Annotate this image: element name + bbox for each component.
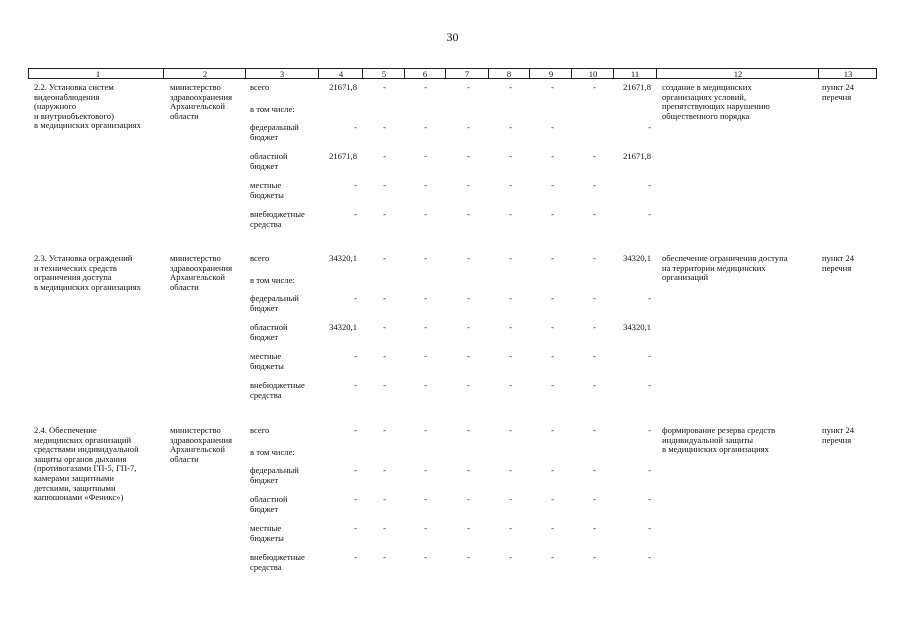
funding-value: - bbox=[509, 122, 512, 132]
funding-source: областной bbox=[250, 322, 288, 332]
result-line: формирование резерва средств bbox=[662, 425, 776, 435]
funding-value: - bbox=[383, 253, 386, 263]
funding-value: - bbox=[424, 209, 427, 219]
funding-value: - bbox=[467, 552, 470, 562]
measure-line: в медицинских организациях bbox=[34, 281, 141, 292]
funding-source: бюджет bbox=[250, 474, 279, 485]
funding-value: - bbox=[467, 122, 470, 132]
funding-value: - bbox=[551, 209, 554, 219]
basis-line: пункт 24 bbox=[822, 425, 855, 435]
funding-value: - bbox=[509, 523, 512, 533]
funding-value: - bbox=[551, 122, 554, 132]
funding-value: - bbox=[551, 82, 554, 92]
funding-value: - bbox=[593, 380, 596, 390]
funding-value: - bbox=[551, 552, 554, 562]
funding-value: - bbox=[424, 494, 427, 504]
funding-value: - bbox=[424, 293, 427, 303]
funding-value: - bbox=[551, 253, 554, 263]
page-number: 30 bbox=[446, 30, 459, 44]
measure-line: и внутриобъектового) bbox=[34, 110, 114, 121]
measure-line: капюшонами «Феникс») bbox=[34, 492, 124, 503]
header-col-3: 3 bbox=[279, 69, 285, 79]
funding-value: - bbox=[593, 180, 596, 190]
funding-source: средства bbox=[250, 561, 282, 572]
funding-value: - bbox=[383, 122, 386, 132]
funding-value: 21671,8 bbox=[329, 82, 357, 92]
measure-line: в медицинских организациях bbox=[34, 120, 141, 131]
funding-value: - bbox=[593, 151, 596, 161]
funding-source: внебюджетные bbox=[250, 552, 305, 562]
funding-value: - bbox=[648, 380, 651, 390]
header-col-13: 13 bbox=[843, 69, 853, 79]
funding-value: - bbox=[551, 293, 554, 303]
funding-value: - bbox=[593, 465, 596, 475]
funding-value: - bbox=[551, 425, 554, 435]
funding-source: федеральный bbox=[250, 293, 299, 303]
funding-source: средства bbox=[250, 389, 282, 400]
funding-source: бюджет bbox=[250, 331, 279, 342]
executor-line: области bbox=[170, 110, 199, 121]
funding-value: 34320,1 bbox=[329, 322, 357, 332]
funding-value: - bbox=[467, 351, 470, 361]
funding-value: - bbox=[383, 82, 386, 92]
funding-value: - bbox=[648, 494, 651, 504]
funding-value: - bbox=[593, 82, 596, 92]
header-col-1: 1 bbox=[95, 69, 101, 79]
funding-source: всего bbox=[250, 82, 270, 92]
funding-value: - bbox=[648, 180, 651, 190]
funding-value: - bbox=[467, 253, 470, 263]
funding-value: - bbox=[551, 322, 554, 332]
funding-value: - bbox=[551, 465, 554, 475]
funding-value: - bbox=[593, 293, 596, 303]
funding-source: бюджеты bbox=[250, 360, 284, 371]
funding-value: - bbox=[424, 552, 427, 562]
measure-line: средствами индивидуальной bbox=[34, 444, 139, 455]
funding-value: - bbox=[509, 180, 512, 190]
funding-source: в том числе: bbox=[250, 104, 295, 114]
funding-value: - bbox=[383, 465, 386, 475]
basis-line: перечня bbox=[822, 262, 852, 273]
result-line: обеспечение ограничения доступа bbox=[662, 253, 788, 263]
funding-value: - bbox=[467, 425, 470, 435]
measure-line: 2.4. Обеспечение bbox=[34, 425, 97, 435]
executor-line: Архангельской bbox=[170, 444, 225, 455]
executor-line: области bbox=[170, 453, 199, 464]
funding-source: средства bbox=[250, 218, 282, 229]
measure-line: (наружного bbox=[34, 101, 77, 112]
header-divider bbox=[656, 69, 657, 78]
basis-line: перечня bbox=[822, 91, 852, 102]
funding-value: - bbox=[551, 151, 554, 161]
funding-value: - bbox=[509, 209, 512, 219]
funding-value: - bbox=[424, 151, 427, 161]
funding-value: - bbox=[648, 465, 651, 475]
funding-value: 34320,1 bbox=[623, 322, 651, 332]
measure-line: детскими, защитными bbox=[34, 482, 116, 493]
header-col-5: 5 bbox=[381, 69, 387, 79]
funding-value: - bbox=[424, 122, 427, 132]
funding-source: внебюджетные bbox=[250, 209, 305, 219]
funding-value: - bbox=[551, 351, 554, 361]
header-divider bbox=[245, 69, 246, 78]
funding-value: - bbox=[383, 151, 386, 161]
funding-value: - bbox=[424, 82, 427, 92]
funding-value: - bbox=[354, 180, 357, 190]
funding-value: - bbox=[354, 494, 357, 504]
result-line: организаций bbox=[662, 272, 709, 283]
result-line: общественного порядка bbox=[662, 110, 750, 121]
funding-value: - bbox=[354, 122, 357, 132]
measure-line: 2.3. Установка ограждений bbox=[34, 253, 133, 263]
funding-value: - bbox=[509, 151, 512, 161]
funding-value: - bbox=[424, 380, 427, 390]
funding-value: - bbox=[648, 209, 651, 219]
funding-value: - bbox=[648, 122, 651, 132]
funding-value: - bbox=[551, 494, 554, 504]
header-divider bbox=[362, 69, 363, 78]
measure-line: защиты органов дыхания bbox=[34, 453, 127, 464]
measure-line: видеонаблюдения bbox=[34, 91, 100, 102]
funding-value: - bbox=[648, 425, 651, 435]
funding-value: - bbox=[354, 465, 357, 475]
header-col-12: 12 bbox=[733, 69, 743, 79]
measure-line: (противогазами ГП-5, ГП-7, bbox=[34, 463, 137, 474]
executor-line: здравоохранения bbox=[170, 91, 233, 102]
measure-line: камерами защитными bbox=[34, 473, 114, 483]
funding-value: - bbox=[467, 494, 470, 504]
funding-value: - bbox=[354, 293, 357, 303]
measure-line: 2.2. Установка систем bbox=[34, 82, 114, 92]
basis-line: пункт 24 bbox=[822, 82, 855, 92]
executor-line: министерство bbox=[170, 425, 221, 435]
funding-value: - bbox=[551, 523, 554, 533]
result-line: в медицинских организациях bbox=[662, 444, 769, 455]
funding-value: - bbox=[593, 209, 596, 219]
funding-value: 21671,8 bbox=[329, 151, 357, 161]
funding-value: - bbox=[593, 322, 596, 332]
result-line: индивидуальной защиты bbox=[662, 434, 754, 445]
funding-source: местные bbox=[250, 180, 282, 190]
funding-value: - bbox=[383, 523, 386, 533]
funding-value: - bbox=[467, 82, 470, 92]
funding-value: - bbox=[383, 425, 386, 435]
funding-source: в том числе: bbox=[250, 275, 295, 285]
funding-value: - bbox=[354, 552, 357, 562]
funding-source: бюджет bbox=[250, 131, 279, 142]
table-header-row bbox=[28, 68, 877, 79]
header-divider bbox=[571, 69, 572, 78]
funding-value: 21671,8 bbox=[623, 151, 651, 161]
result-line: организациях условий, bbox=[662, 91, 747, 102]
executor-line: здравоохранения bbox=[170, 434, 233, 445]
header-col-8: 8 bbox=[506, 69, 512, 79]
funding-value: - bbox=[551, 380, 554, 390]
funding-value: - bbox=[467, 209, 470, 219]
measure-line: ограничения доступа bbox=[34, 272, 112, 283]
funding-value: - bbox=[467, 465, 470, 475]
funding-value: - bbox=[354, 351, 357, 361]
funding-source: всего bbox=[250, 253, 270, 263]
funding-value: - bbox=[648, 351, 651, 361]
funding-value: - bbox=[383, 552, 386, 562]
funding-value: - bbox=[648, 523, 651, 533]
funding-value: - bbox=[383, 180, 386, 190]
header-col-2: 2 bbox=[202, 69, 208, 79]
measure-line: и технических средств bbox=[34, 262, 117, 273]
funding-source: областной bbox=[250, 494, 288, 504]
funding-value: - bbox=[509, 253, 512, 263]
funding-value: - bbox=[383, 351, 386, 361]
funding-value: - bbox=[509, 351, 512, 361]
funding-value: - bbox=[509, 380, 512, 390]
funding-value: - bbox=[509, 322, 512, 332]
funding-value: - bbox=[424, 465, 427, 475]
executor-line: здравоохранения bbox=[170, 262, 233, 273]
executor-line: Архангельской bbox=[170, 101, 225, 112]
funding-value: - bbox=[648, 552, 651, 562]
funding-source: бюджет bbox=[250, 160, 279, 171]
funding-value: - bbox=[383, 293, 386, 303]
funding-value: - bbox=[593, 523, 596, 533]
funding-value: - bbox=[467, 293, 470, 303]
basis-line: перечня bbox=[822, 434, 852, 445]
funding-value: - bbox=[593, 253, 596, 263]
funding-source: внебюджетные bbox=[250, 380, 305, 390]
funding-value: - bbox=[383, 209, 386, 219]
header-divider bbox=[818, 69, 819, 78]
header-divider bbox=[163, 69, 164, 78]
executor-line: министерство bbox=[170, 82, 221, 92]
header-divider bbox=[318, 69, 319, 78]
header-divider bbox=[613, 69, 614, 78]
header-col-4: 4 bbox=[338, 69, 344, 79]
funding-value: - bbox=[424, 322, 427, 332]
funding-value: - bbox=[383, 494, 386, 504]
funding-value: - bbox=[424, 425, 427, 435]
result-line: создание в медицинских bbox=[662, 82, 752, 92]
funding-value: - bbox=[551, 180, 554, 190]
funding-value: - bbox=[648, 293, 651, 303]
result-line: на территории медицинских bbox=[662, 262, 766, 273]
funding-value: - bbox=[509, 552, 512, 562]
funding-value: - bbox=[593, 494, 596, 504]
funding-source: бюджеты bbox=[250, 189, 284, 200]
funding-value: - bbox=[424, 523, 427, 533]
funding-value: - bbox=[383, 380, 386, 390]
funding-value: - bbox=[509, 465, 512, 475]
header-col-9: 9 bbox=[548, 69, 554, 79]
funding-value: - bbox=[509, 82, 512, 92]
funding-value: - bbox=[354, 380, 357, 390]
funding-source: всего bbox=[250, 425, 270, 435]
funding-source: бюджеты bbox=[250, 532, 284, 543]
funding-value: - bbox=[354, 425, 357, 435]
funding-value: - bbox=[424, 351, 427, 361]
executor-line: министерство bbox=[170, 253, 221, 263]
funding-source: бюджет bbox=[250, 503, 279, 514]
funding-value: - bbox=[467, 180, 470, 190]
funding-source: бюджет bbox=[250, 302, 279, 313]
funding-value: - bbox=[383, 322, 386, 332]
funding-value: - bbox=[509, 494, 512, 504]
header-divider bbox=[445, 69, 446, 78]
funding-value: - bbox=[354, 209, 357, 219]
funding-source: федеральный bbox=[250, 465, 299, 475]
result-line: препятствующих нарушению bbox=[662, 101, 770, 112]
funding-value: 21671,8 bbox=[623, 82, 651, 92]
funding-value: - bbox=[509, 425, 512, 435]
funding-value: - bbox=[593, 552, 596, 562]
executor-line: области bbox=[170, 281, 199, 292]
funding-value: 34320,1 bbox=[329, 253, 357, 263]
funding-value: - bbox=[593, 351, 596, 361]
funding-value: - bbox=[424, 180, 427, 190]
funding-source: местные bbox=[250, 351, 282, 361]
executor-line: Архангельской bbox=[170, 272, 225, 283]
funding-value: - bbox=[593, 425, 596, 435]
funding-source: федеральный bbox=[250, 122, 299, 132]
funding-source: в том числе: bbox=[250, 447, 295, 457]
measure-line: медицинских организаций bbox=[34, 434, 132, 445]
header-col-6: 6 bbox=[422, 69, 428, 79]
funding-value: 34320,1 bbox=[623, 253, 651, 263]
header-col-7: 7 bbox=[464, 69, 470, 79]
funding-source: местные bbox=[250, 523, 282, 533]
basis-line: пункт 24 bbox=[822, 253, 855, 263]
funding-value: - bbox=[467, 380, 470, 390]
funding-value: - bbox=[467, 151, 470, 161]
header-col-10: 10 bbox=[588, 69, 598, 79]
funding-value: - bbox=[509, 293, 512, 303]
funding-value: - bbox=[424, 253, 427, 263]
funding-value: - bbox=[467, 523, 470, 533]
funding-value: - bbox=[354, 523, 357, 533]
header-divider bbox=[529, 69, 530, 78]
funding-source: областной bbox=[250, 151, 288, 161]
header-col-11: 11 bbox=[630, 69, 640, 79]
funding-value: - bbox=[467, 322, 470, 332]
